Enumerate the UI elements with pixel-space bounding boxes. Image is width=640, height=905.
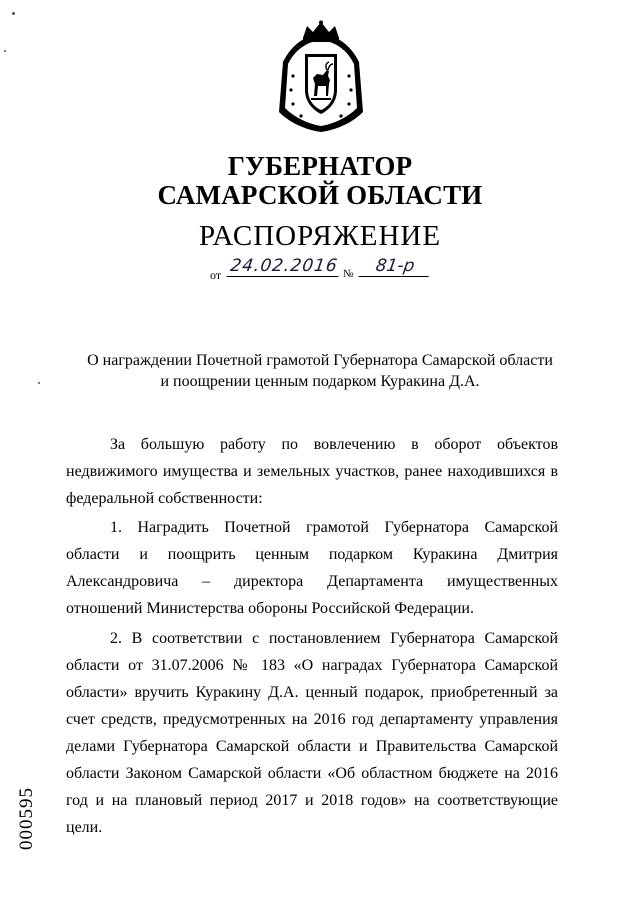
body-paragraph-item1 <box>66 514 558 622</box>
number-label: № <box>343 268 354 280</box>
subject-line2: и поощрении ценным подарком Куракина Д.А. <box>160 373 480 390</box>
samara-coat-of-arms-icon <box>273 20 369 136</box>
date-prefix: от <box>210 268 222 282</box>
registration-stamp-number: 000595 <box>16 787 37 850</box>
paragraph-text: 1. Наградить Почетной грамотой Губернатора Самарской области и поощрить ценным подарком Куракина Дмитрия Александровича – директора Департамента имущественных отношений Министерства обороны Российской Федерации. <box>66 519 558 617</box>
org-title-line1: ГУБЕРНАТОР <box>227 151 413 181</box>
handwritten-number: 81-р <box>359 256 432 277</box>
handwritten-date: 24.02.2016 <box>227 256 342 277</box>
scan-speck <box>4 50 6 52</box>
date-number-line <box>210 256 440 284</box>
paragraph-text: За большую работу по вовлечению в оборот объектов недвижимого имущества и земельных участков, ранее находившихся в федеральной собственности: <box>66 436 558 507</box>
org-title-line2: САМАРСКОЙ ОБЛАСТИ <box>157 180 483 210</box>
body-paragraph-item2 <box>66 625 558 841</box>
paragraph-text: 2. В соответствии с постановлением Губернатора Самарской области от 31.07.2006 № 183 «О наградах Губернатора Самарской области» вручить Куракину Д.А. ценный подарок, приобретенный за счет средств, предусмотренных на 2016 год департаменту управления делами Губернатора Самарской области и Правительства Самарской области Законом Самарской области «Об областном бюджете на 2016 год и на плановый период 2017 и 2018 годов» на соответствующие цели. <box>66 630 558 836</box>
document-type: РАСПОРЯЖЕНИЕ <box>198 220 442 252</box>
scan-speck <box>12 12 15 15</box>
subject-line1: О награждении Почетной грамотой Губернатора Самарской области <box>87 352 553 369</box>
body-paragraph-preamble <box>66 431 558 512</box>
scan-speck <box>38 382 40 384</box>
